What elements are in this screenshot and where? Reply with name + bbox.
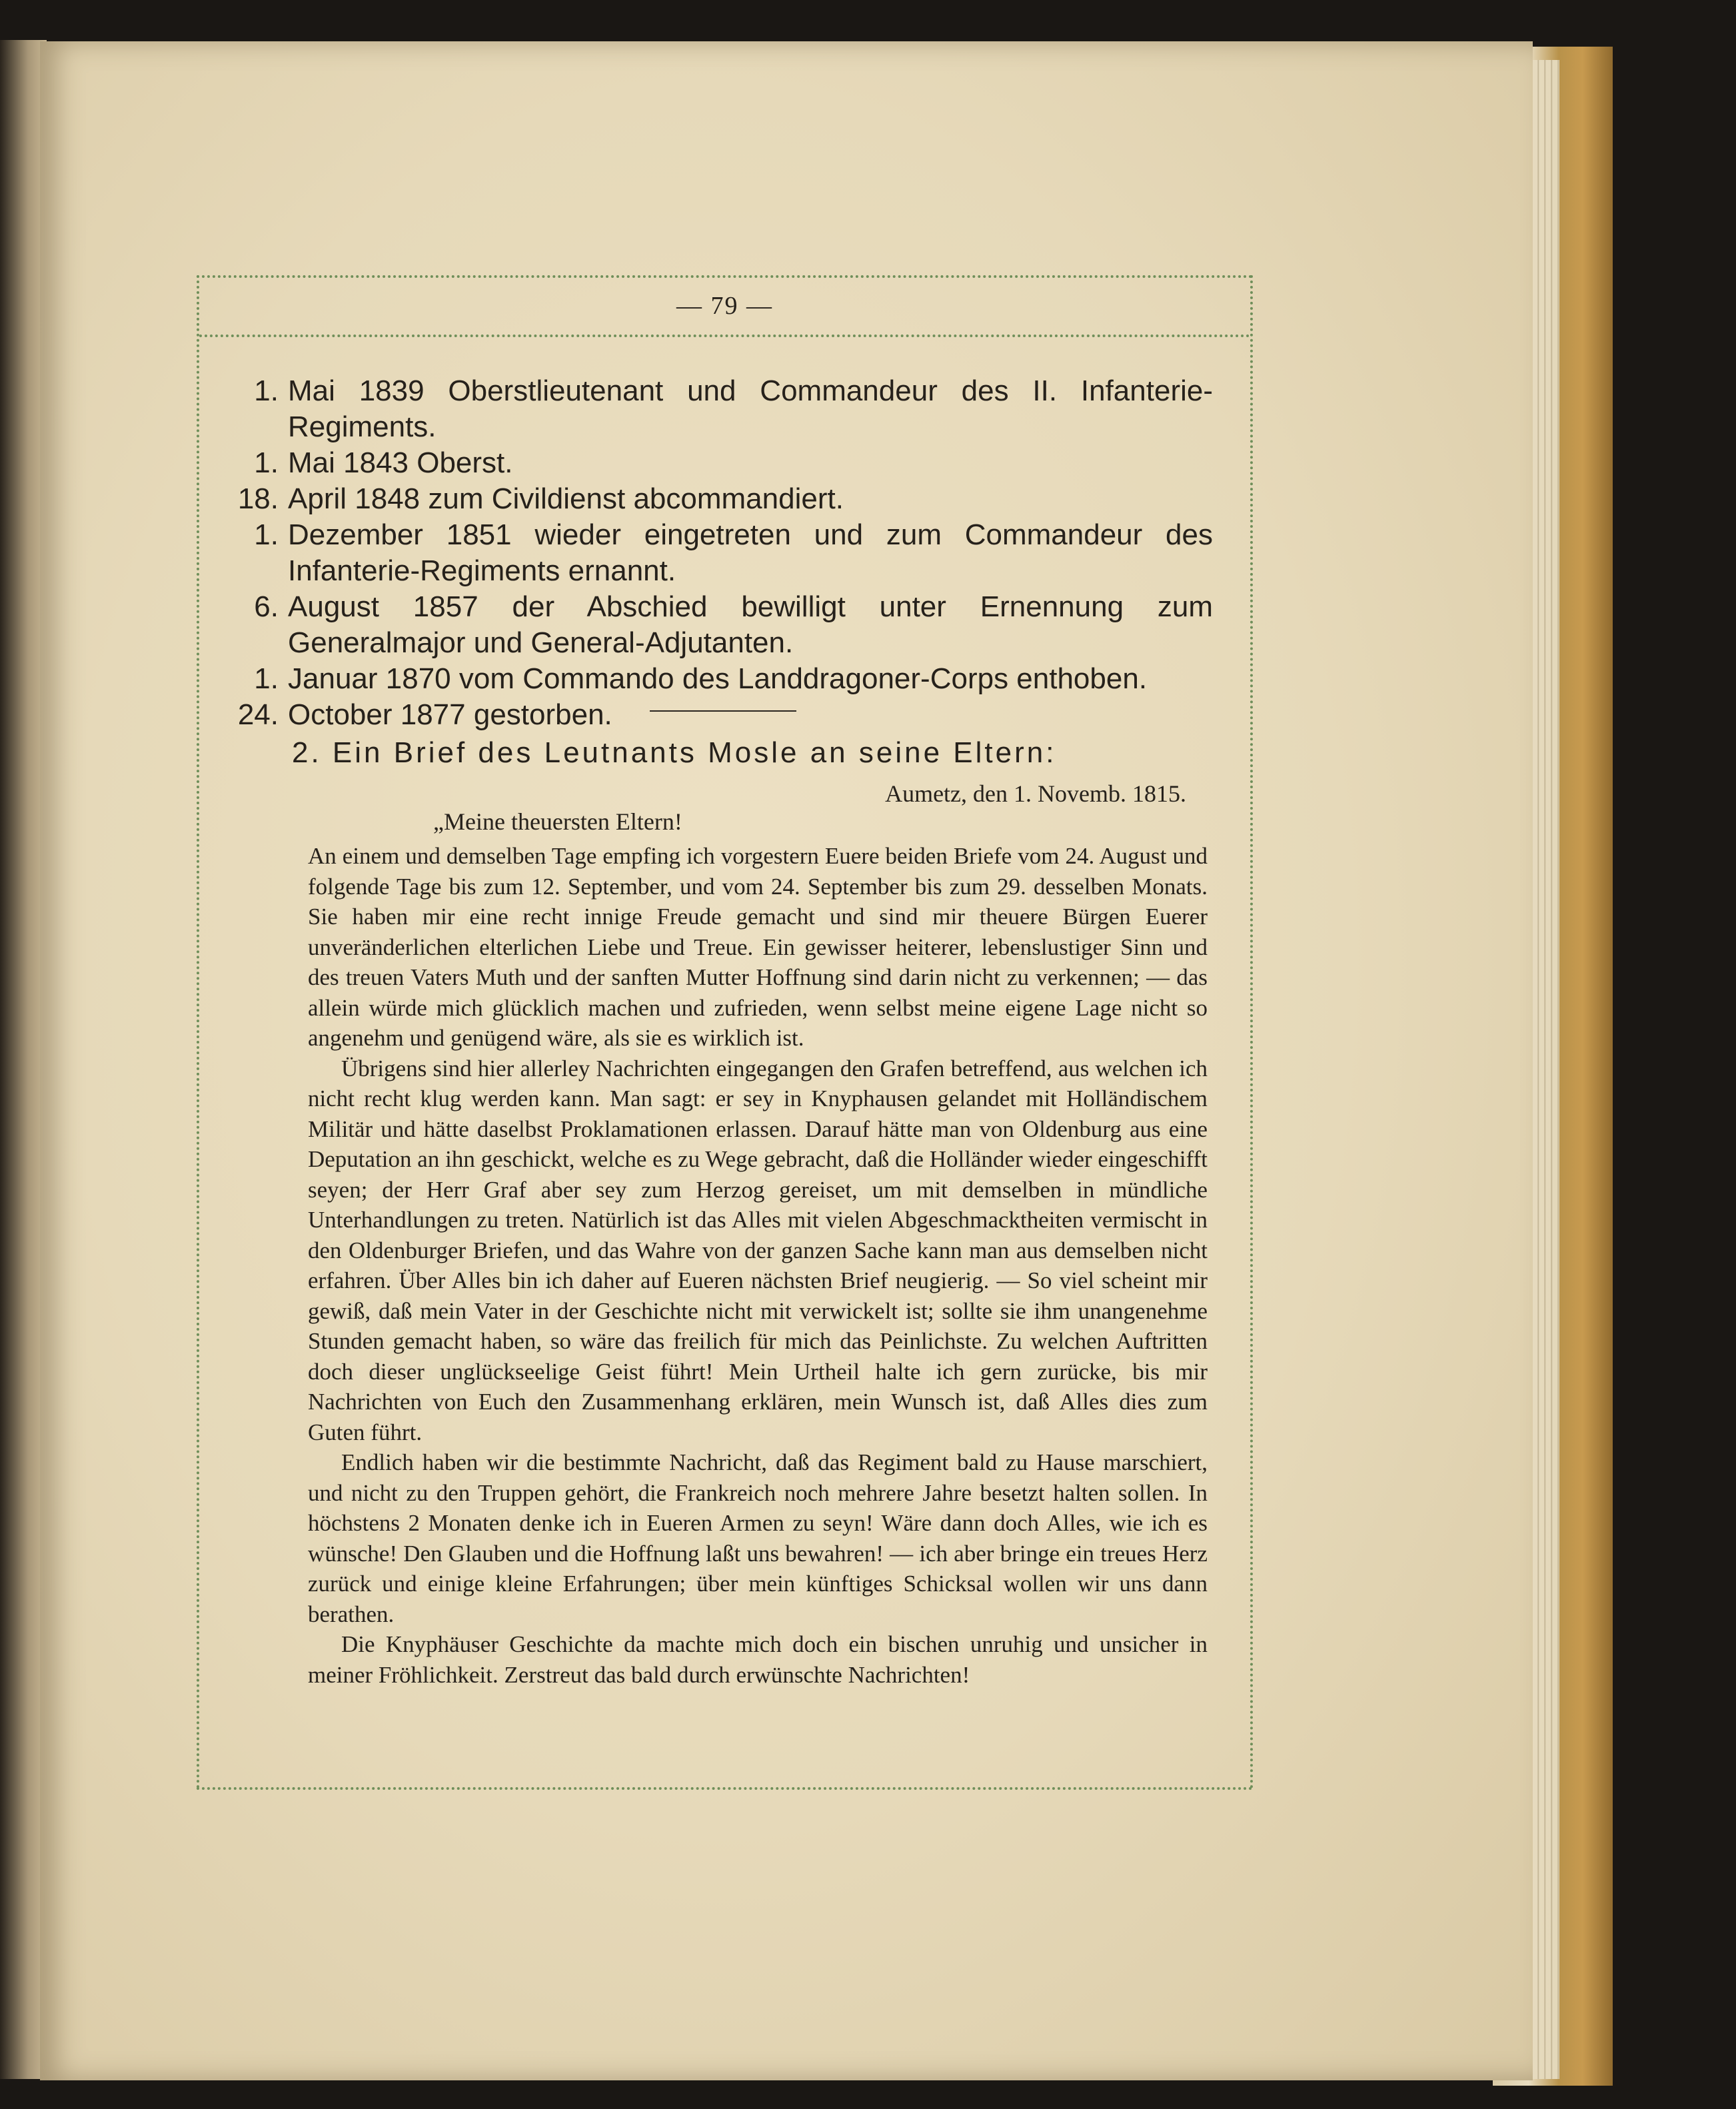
chronology-entry (227, 589, 1213, 661)
chronology-text: Mai 1839 Oberstlieutenant und Commandeur des II. Infanterie-Regiments. (288, 374, 1213, 443)
chronology-list (227, 373, 1213, 733)
chronology-day: 1. (254, 662, 279, 695)
letter-paragraph: Übrigens sind hier allerley Nachrichten eingegangen den Grafen betreffend, aus welchen ich nicht recht klug werden kann. Man sagt: er sey in Knyphausen gelandet mit Holländischem Militär und hätte daselbst Proklamationen erlassen. Darauf hätte man von Oldenburg aus eine Deputation an ihn geschickt, welche es zu Wege gebracht, daß die Holländer wieder eingeschifft seyen; der Herr Graf aber sey zum Herzog gereiset, um mit demselben in mündliche Unterhandlungen zu treten. Natürlich ist das Alles mit vielen Abgeschmacktheiten vermischt in den Oldenburger Briefen, und das Wahre von der ganzen Sache kann man aus demselben nicht erfahren. Über Alles bin ich daher auf Eueren nächsten Brief neugierig. — So viel scheint mir gewiß, daß mein Vater in der Geschichte nicht mit verwickelt ist; sollte sie ihm unangenehme Stunden gemacht haben, so wäre das freilich für mich das Peinlichste. Zu welchen Auftritten doch dieser unglückseelige Geist führt! Mein Urtheil halte ich gern zurücke, bis mir Nachrichten von Euch den Zusammenhang erklären, mein Wunsch ist, daß Alles dies zum Guten führt. (308, 1055, 1208, 1445)
header-rule (199, 335, 1250, 337)
chronology-day: 1. (254, 374, 279, 407)
letter-paragraph: Endlich haben wir die bestimmte Nachricht, daß das Regiment bald zu Hause marschiert, und nicht zu den Truppen gehört, die Frankreich noch mehrere Jahre besetzt halten sollen. In höchstens 2 Monaten denke ich in Eueren Armen zu seyn! Wäre dann doch Alles, wie ich es wünsche! Den Glauben und die Hoffnung laßt uns bewahren! — ich aber bringe ein treues Herz zurück und einige kleine Erfahrungen; über mein künftiges Schicksal wollen wir uns dann berathen. (308, 1449, 1208, 1627)
chronology-day: 18. (237, 482, 279, 515)
letter-dateline: Aumetz, den 1. Novemb. 1815. (885, 780, 1186, 807)
letter-salutation: „Meine theuersten Eltern! (433, 808, 682, 835)
chronology-day: 6. (254, 590, 279, 623)
chronology-text: August 1857 der Abschied bewilligt unter Ernennung zum Generalmajor und General-Adjutanten. (288, 590, 1213, 659)
chronology-entry (227, 661, 1213, 697)
chronology-text: April 1848 zum Civildienst abcommandiert. (288, 482, 844, 515)
chronology-entry (227, 517, 1213, 589)
chronology-day: 1. (254, 446, 279, 479)
chronology-text: October 1877 gestorben. (288, 698, 612, 731)
chronology-entry (227, 373, 1213, 445)
page-number: — 79 — (676, 292, 773, 320)
chronology-text: Mai 1843 Oberst. (288, 446, 513, 479)
chronology-entry (227, 445, 1213, 481)
chronology-text: Januar 1870 vom Commando des Landdragoner-Corps enthoben. (288, 662, 1148, 695)
letter-paragraph: Die Knyphäuser Geschichte da machte mich doch ein bischen unruhig und unsicher in meiner Fröhlichkeit. Zerstreut das bald durch erwünschte Nachrichten! (308, 1631, 1208, 1688)
section-divider (650, 710, 796, 712)
chronology-entry (227, 481, 1213, 517)
chronology-day: 24. (237, 698, 279, 731)
chronology-entry (227, 697, 1213, 733)
chronology-text: Dezember 1851 wieder eingetreten und zum Commandeur des Infanterie-Regiments ernannt. (288, 518, 1213, 587)
section-heading: 2. Ein Brief des Leutnants Mosle an seine Eltern: (292, 736, 1057, 769)
letter-paragraph: An einem und demselben Tage empfing ich vorgestern Euere beiden Briefe vom 24. August und folgende Tage bis zum 12. September, und vom 24. September bis zum 29. desselben Monats. Sie haben mir eine recht innige Freude gemacht und sind mir theuere Bürgen Euerer unveränderlichen elterlichen Liebe und Treue. Ein gewisser heiterer, lebenslustiger Sinn und des treuen Vaters Muth und der sanften Mutter Hoffnung sind darin nicht zu verkennen; — das allein würde mich glücklich machen und zufrieden, wenn selbst meine eigene Lage nicht so angenehm und genügend wäre, als sie es wirklich ist. (308, 843, 1208, 1051)
chronology-day: 1. (254, 518, 279, 551)
letter-body (308, 841, 1208, 1690)
